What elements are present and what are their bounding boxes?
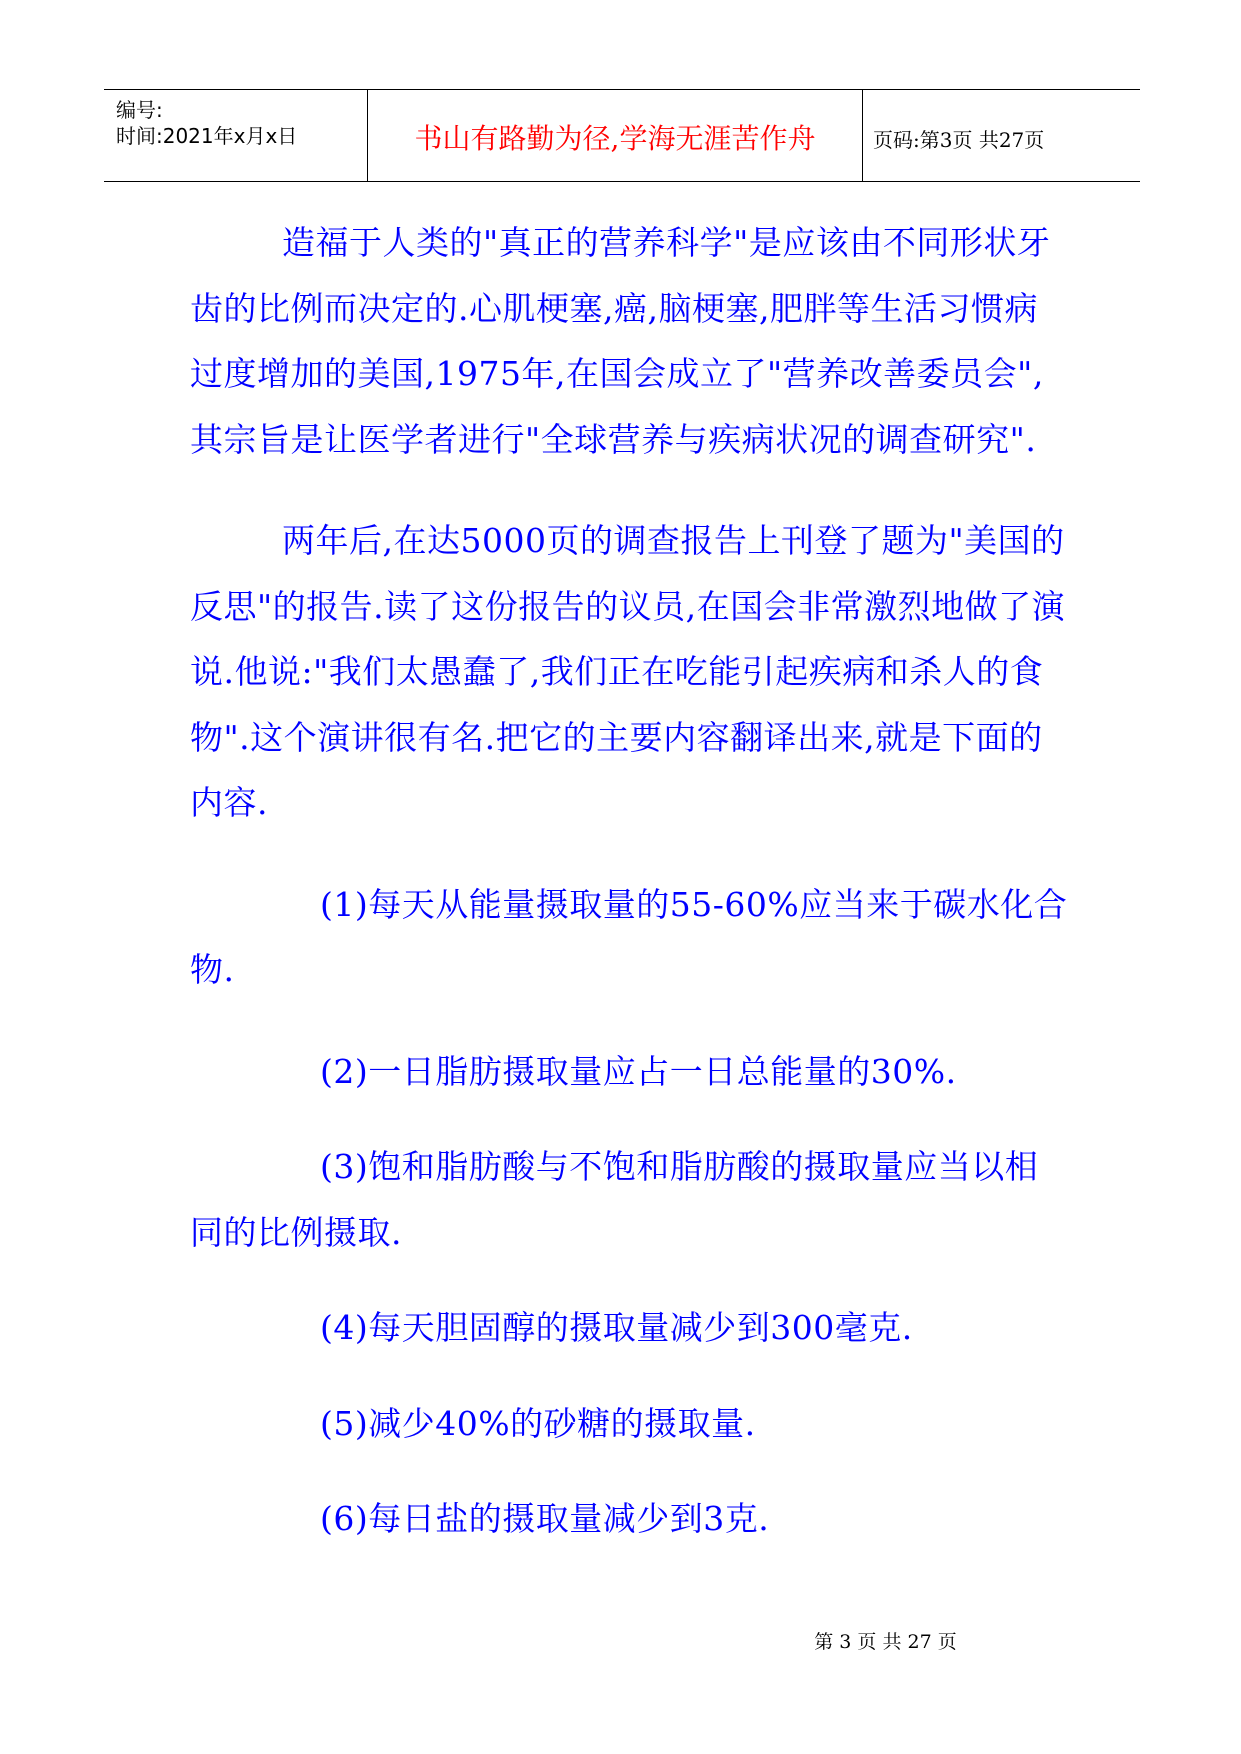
paragraph-nutrition-science: 造福于人类的"真正的营养科学"是应该由不同形状牙齿的比例而决定的.心肌梗塞,癌,脑梗塞,肥胖等生活习惯病过度增加的美国,1975年,在国会成立了"营养改善委员会",其宗旨是让医学者进行"全球营养与疾病状况的调查研究". [190,223,1051,459]
list-item-1: (1)每天从能量摄取量的55-60%应当来于碳水化合物. [190,884,1068,989]
page-header [104,89,1140,182]
header-right-cell [863,90,1140,181]
header-left-cell [104,90,368,181]
list-item-6: (6)每日盐的摄取量减少到3克. [320,1499,770,1538]
time-label: 时间:2021年x月x日 [116,124,298,148]
number-label: 编号: [116,98,163,122]
header-motto-cell [368,90,863,181]
list-item-3: (3)饱和脂肪酸与不饱和脂肪酸的摄取量应当以相同的比例摄取. [190,1147,1039,1252]
list-item-2: (2)一日脂肪摄取量应占一日总能量的30%. [320,1051,957,1091]
paragraph-report: 两年后,在达5000页的调查报告上刊登了题为"美国的反思"的报告.读了这份报告的议员,在国会非常激烈地做了演说.他说:"我们太愚蠢了,我们正在吃能引起疾病和杀人的食物".这个演讲很有名.把它的主要内容翻译出来,就是下面的内容. [190,521,1066,822]
document-body [190,210,1070,1552]
list-item-5: (5)减少40%的砂糖的摄取量. [320,1403,756,1443]
header-page-info: 页码:第3页 共27页 [873,128,1045,152]
motto-text: 书山有路勤为径,学海无涯苦作舟 [414,122,816,155]
page-footer: 第 3 页 共 27 页 [814,1631,957,1653]
list-item-4: (4)每天胆固醇的摄取量减少到300毫克. [320,1308,913,1347]
